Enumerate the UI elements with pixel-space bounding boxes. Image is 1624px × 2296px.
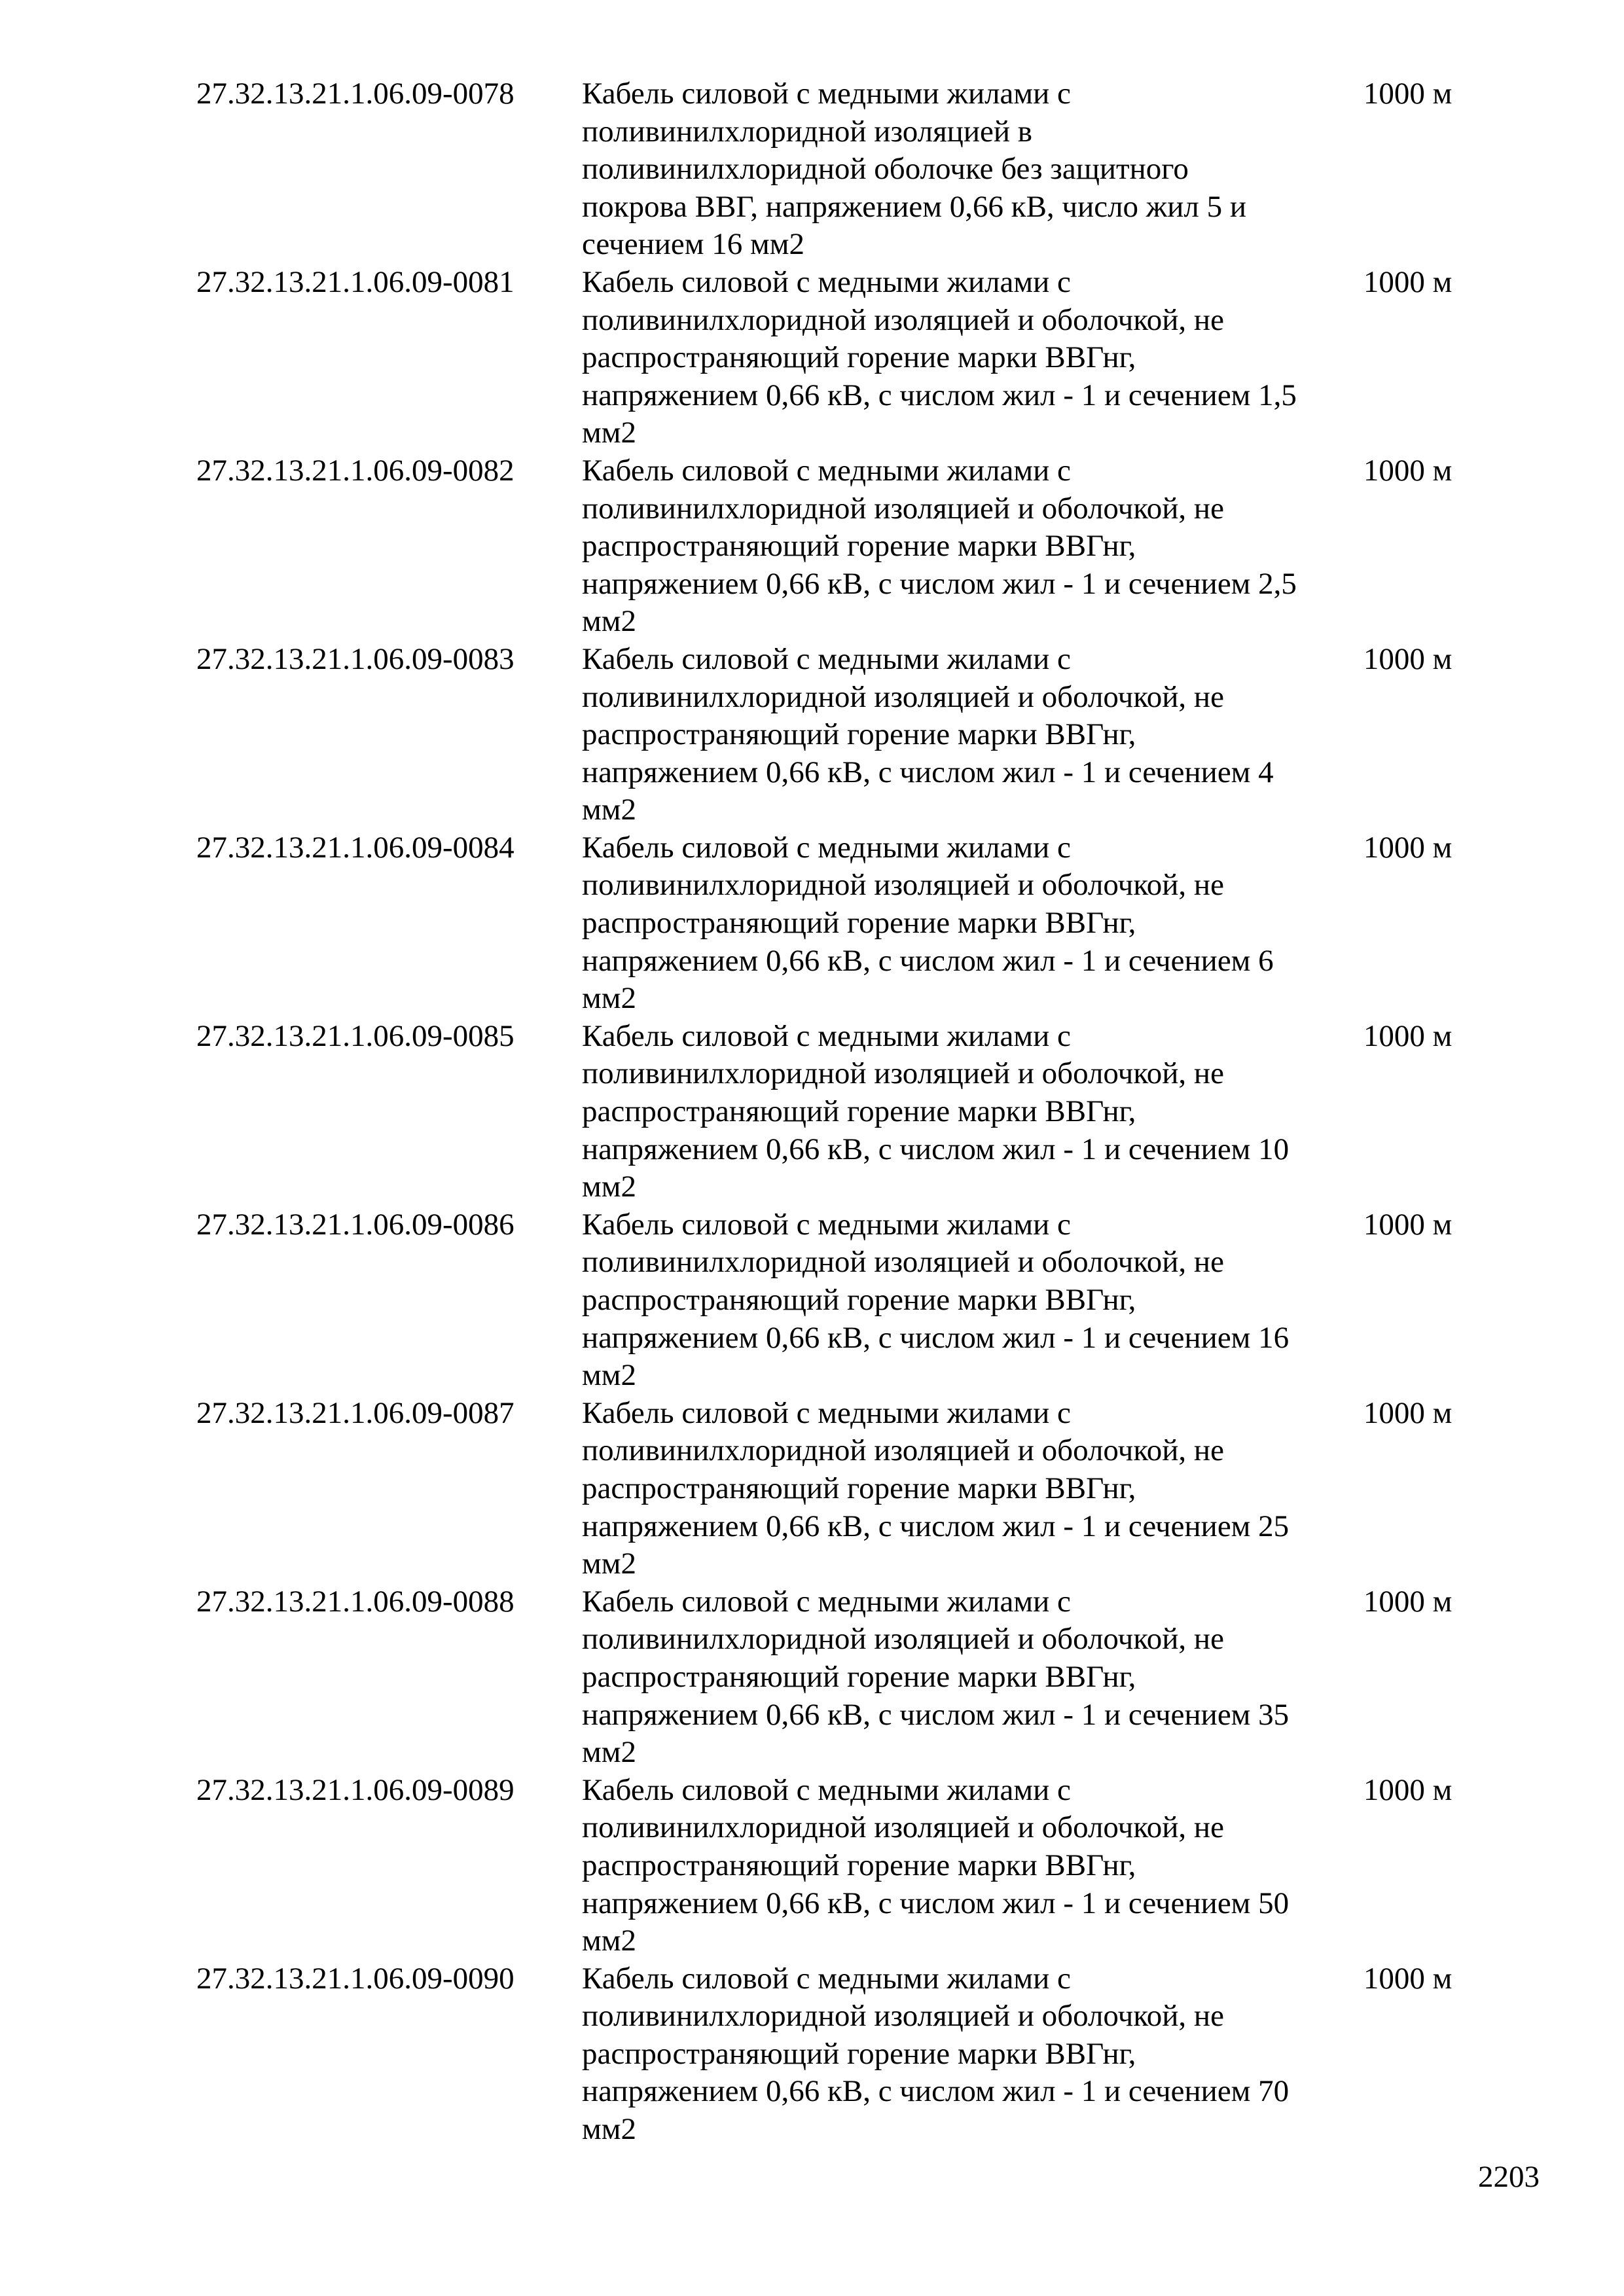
description-line: Кабель силовой с медными жилами с (581, 1018, 1071, 1053)
resource-description (582, 452, 1357, 641)
description-line: напряжением 0,66 кВ, с числом жил - 1 и сечением 6 (581, 943, 1274, 978)
resource-description (582, 1772, 1357, 1960)
description-line: Кабель силовой с медными жилами с (581, 641, 1071, 676)
resource-code: 27.32.13.21.1.06.09-0085 (196, 1018, 514, 1053)
resource-description (582, 1583, 1357, 1772)
description-line: распространяющий горение марки ВВГнг, (581, 906, 1136, 941)
resource-code: 27.32.13.21.1.06.09-0086 (196, 1207, 514, 1242)
table-row (196, 1018, 1473, 1206)
description-line: напряжением 0,66 кВ, с числом жил - 1 и сечением 16 (581, 1320, 1290, 1355)
resource-code: 27.32.13.21.1.06.09-0082 (196, 453, 514, 488)
table-row (196, 1960, 1473, 2149)
description-line: распространяющий горение марки ВВГнг, (581, 2036, 1136, 2071)
resource-code: 27.32.13.21.1.06.09-0083 (196, 641, 514, 676)
resource-code: 27.32.13.21.1.06.09-0089 (196, 1772, 514, 1807)
unit-of-measure: 1000 м (1363, 1961, 1453, 1996)
description-line: мм2 (581, 2112, 636, 2147)
description-line: поливинилхлоридной изоляцией и оболочкой, не (581, 679, 1224, 714)
description-line: мм2 (581, 1170, 636, 1204)
unit-of-measure: 1000 м (1363, 641, 1453, 676)
description-line: поливинилхлоридной изоляцией и оболочкой, не (581, 302, 1224, 337)
resource-code: 27.32.13.21.1.06.09-0081 (196, 264, 514, 299)
unit-of-measure: 1000 м (1363, 264, 1453, 299)
unit-of-measure: 1000 м (1363, 1207, 1453, 1242)
resource-code: 27.32.13.21.1.06.09-0087 (196, 1395, 514, 1430)
table-row (196, 641, 1473, 829)
table-row (196, 1395, 1473, 1583)
unit-of-measure: 1000 м (1363, 453, 1453, 488)
description-line: Кабель силовой с медными жилами с (581, 1772, 1071, 1807)
description-line: сечением 16 мм2 (581, 227, 804, 262)
description-line: распространяющий горение марки ВВГнг, (581, 340, 1136, 375)
description-line: напряжением 0,66 кВ, с числом жил - 1 и сечением 25 (581, 1509, 1290, 1543)
description-line: Кабель силовой с медными жилами с (581, 453, 1071, 488)
unit-of-measure: 1000 м (1363, 1772, 1453, 1807)
description-line: мм2 (581, 1735, 636, 1770)
description-line: распространяющий горение марки ВВГнг, (581, 1471, 1136, 1505)
description-line: поливинилхлоридной изоляцией в (581, 114, 1032, 149)
description-line: напряжением 0,66 кВ, с числом жил - 1 и сечением 50 (581, 1886, 1290, 1920)
description-line: поливинилхлоридной оболочке без защитного (581, 152, 1189, 187)
description-line: поливинилхлоридной изоляцией и оболочкой, не (581, 1622, 1224, 1657)
unit-of-measure: 1000 м (1363, 77, 1453, 111)
description-line: Кабель силовой с медными жилами с (581, 77, 1071, 111)
description-line: распространяющий горение марки ВВГнг, (581, 717, 1136, 752)
description-line: распространяющий горение марки ВВГнг, (581, 529, 1136, 564)
description-line: распространяющий горение марки ВВГнг, (581, 1659, 1136, 1694)
resource-description (582, 829, 1357, 1018)
description-line: напряжением 0,66 кВ, с числом жил - 1 и сечением 1,5 (581, 378, 1297, 412)
description-line: поливинилхлоридной изоляцией и оболочкой, не (581, 1433, 1224, 1468)
description-line: Кабель силовой с медными жилами с (581, 830, 1071, 865)
unit-of-measure: 1000 м (1363, 1584, 1453, 1619)
description-line: поливинилхлоридной изоляцией и оболочкой, не (581, 868, 1224, 903)
description-line: напряжением 0,66 кВ, с числом жил - 1 и сечением 2,5 (581, 566, 1297, 601)
description-line: напряжением 0,66 кВ, с числом жил - 1 и сечением 35 (581, 1697, 1290, 1732)
description-line: мм2 (581, 793, 636, 827)
resource-description (582, 1206, 1357, 1395)
resource-description (582, 641, 1357, 829)
description-line: напряжением 0,66 кВ, с числом жил - 1 и сечением 4 (581, 755, 1274, 789)
unit-of-measure: 1000 м (1363, 830, 1453, 865)
description-line: распространяющий горение марки ВВГнг, (581, 1283, 1136, 1317)
description-line: мм2 (581, 981, 636, 1016)
description-line: поливинилхлоридной изоляцией и оболочкой, не (581, 491, 1224, 526)
description-line: поливинилхлоридной изоляцией и оболочкой, не (581, 1056, 1224, 1091)
description-line: напряжением 0,66 кВ, с числом жил - 1 и сечением 70 (581, 2074, 1290, 2109)
description-line: мм2 (581, 1924, 636, 1958)
description-line: распространяющий горение марки ВВГнг, (581, 1094, 1136, 1129)
table-row (196, 829, 1473, 1018)
description-line: мм2 (581, 1547, 636, 1581)
description-line: поливинилхлоридной изоляцией и оболочкой, не (581, 1999, 1224, 2034)
description-line: поливинилхлоридной изоляцией и оболочкой, не (581, 1810, 1224, 1845)
description-line: распространяющий горение марки ВВГнг, (581, 1848, 1136, 1882)
description-line: мм2 (581, 604, 636, 639)
resource-code: 27.32.13.21.1.06.09-0090 (196, 1961, 514, 1996)
description-line: Кабель силовой с медными жилами с (581, 1207, 1071, 1242)
description-line: Кабель силовой с медными жилами с (581, 1961, 1071, 1996)
resource-description (582, 264, 1357, 452)
description-line: напряжением 0,66 кВ, с числом жил - 1 и сечением 10 (581, 1132, 1290, 1166)
table-row (196, 452, 1473, 641)
resource-table (196, 75, 1473, 2149)
table-row (196, 1772, 1473, 1960)
description-line: Кабель силовой с медными жилами с (581, 264, 1071, 299)
unit-of-measure: 1000 м (1363, 1018, 1453, 1053)
description-line: поливинилхлоридной изоляцией и оболочкой, не (581, 1245, 1224, 1280)
description-line: мм2 (581, 416, 636, 450)
resource-description (582, 1960, 1357, 2149)
unit-of-measure: 1000 м (1363, 1395, 1453, 1430)
description-line: Кабель силовой с медными жилами с (581, 1584, 1071, 1619)
resource-description (582, 75, 1357, 264)
table-row (196, 1206, 1473, 1395)
resource-code: 27.32.13.21.1.06.09-0088 (196, 1584, 514, 1619)
resource-code: 27.32.13.21.1.06.09-0084 (196, 830, 514, 865)
resource-description (582, 1395, 1357, 1583)
description-line: покрова ВВГ, напряжением 0,66 кВ, число жил 5 и (581, 189, 1247, 224)
table-row (196, 1583, 1473, 1772)
table-row (196, 264, 1473, 452)
description-line: Кабель силовой с медными жилами с (581, 1395, 1071, 1430)
resource-code: 27.32.13.21.1.06.09-0078 (196, 77, 514, 111)
page-number: 2203 (1478, 2160, 1540, 2194)
table-row (196, 75, 1473, 264)
resource-description (582, 1018, 1357, 1206)
description-line: мм2 (581, 1358, 636, 1393)
